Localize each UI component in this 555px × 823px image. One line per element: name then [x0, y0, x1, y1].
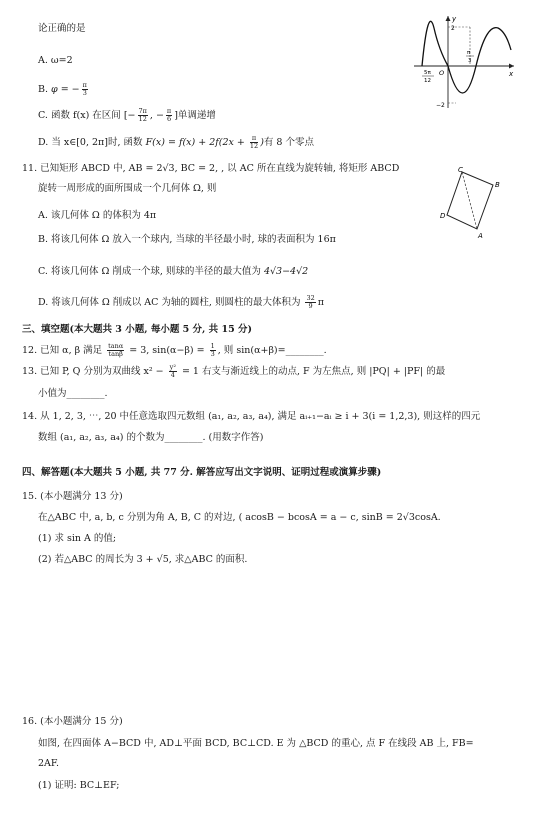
q12-line: 12. 已知 α, β 满足 $\frac{\tan\alpha}{\tan\beta}$ = 3, sin(α−β) = $\frac{1}{3}$ , 则 sin(α+β)=________. — [22, 342, 327, 358]
q16-stem-line1: 如图, 在四面体 A−BCD 中, AD⊥平面 BCD, BC⊥CD. E 为 △BCD 的重心, 点 F 在线段 AB 上, FB= — [38, 738, 474, 749]
q14-line2: 数组 (a₁, a₂, a₃, a₄) 的个数为________. (用数字作答) — [38, 432, 264, 443]
vertex-c-label: C — [458, 166, 463, 174]
rectangle-abcd — [447, 172, 493, 229]
vertex-a-label: A — [478, 232, 483, 240]
vertex-d-label: D — [440, 212, 446, 220]
section4-heading: 四、解答题(本大题共 5 小题, 共 77 分. 解答应写出文字说明、证明过程或演算步骤) — [22, 467, 382, 478]
q11-option-c-value: 4√3−4√2 — [263, 266, 309, 277]
right-tick-num: π — [467, 50, 471, 56]
q10-stem-tail: 论正确的是 — [38, 23, 86, 34]
q10-option-c-frac1: $\frac{7\pi}{12}$ — [138, 107, 147, 123]
q10-option-b-prefix: B. — [38, 84, 52, 95]
section3-heading: 三、填空题(本大题共 3 小题, 每小题 5 分, 共 15 分) — [22, 324, 253, 335]
q10-option-b-expr: φ = − — [51, 84, 80, 95]
q11-option-b: B. 将该几何体 Ω 放入一个球内, 当球的半径最小时, 球的表面积为 16π — [38, 234, 336, 245]
q15-title: 15. (本小题满分 13 分) — [22, 491, 123, 502]
q15-part2: (2) 若△ABC 的周长为 3 + √5, 求△ABC 的面积. — [38, 554, 248, 565]
q16-stem-line2: 2AF. — [38, 758, 60, 769]
diagonal-ac — [462, 172, 477, 229]
q12-frac2: $\frac{1}{3}$ — [210, 342, 215, 358]
q10-option-c-frac2: $\frac{\pi}{6}$ — [166, 107, 172, 123]
q15-part1: (1) 求 sin A 的值; — [38, 533, 117, 544]
q10-option-d-frac: $\frac{\pi}{12}$ — [249, 134, 259, 150]
q10-option-c: C. 函数 f(x) 在区间 [− $\frac{7\pi}{12}$ , − $\frac{\pi}{6}$ ]单调递增 — [38, 107, 216, 123]
q10-option-b — [38, 82, 90, 97]
q10-option-c-prefix: C. 函数 f(x) 在区间 — [38, 110, 124, 121]
right-tick-den: 3 — [468, 58, 472, 64]
left-tick-den: 12 — [424, 78, 431, 84]
top-value-label: 2 — [451, 25, 455, 32]
q10-option-d-prefix: D. 当 x∈[0, 2π]时, 函数 — [38, 137, 146, 148]
q11-option-d-frac: $\frac{32}{9}$ — [306, 294, 315, 310]
left-tick-num: 5π — [424, 70, 431, 76]
q12-frac: $\frac{\tan\alpha}{\tan\beta}$ — [108, 342, 124, 358]
q13-line1: 13. 已知 P, Q 分别为双曲线 x² − $\frac{\text{y²}}{4}$ = 1 右支与渐近线上的动点, F 为左焦点, 则 |PQ| + |PF| 的最 — [22, 363, 446, 379]
x-axis-label: x — [509, 70, 514, 78]
q13-frac: $\frac{\text{y²}}{4}$ — [169, 363, 176, 379]
q13-line2: 小值为________. — [38, 388, 108, 399]
origin-label: O — [439, 69, 445, 77]
y-axis-arrow-icon — [446, 16, 451, 21]
sine-curve — [422, 21, 511, 93]
q10-option-b-frac: $\frac{\pi}{3}$ — [82, 81, 87, 97]
q16-part1: (1) 证明: BC⊥EF; — [38, 780, 120, 791]
q11-option-d: D. 将该几何体 Ω 削成以 AC 为轴的圆柱, 则圆柱的最大体积为 $\frac{32}{9}$ π — [38, 294, 324, 310]
q11-stem-line1: 11. 已知矩形 ABCD 中, AB = 2√3, BC = 2, , 以 AC 所在直线为旋转轴, 将矩形 ABCD — [22, 163, 400, 174]
q10-sine-graph — [408, 10, 518, 110]
q11-option-c: C. 将该几何体 Ω 削成一个球, 则球的半径的最大值为 4√3−4√2 — [38, 266, 309, 277]
q11-option-a: A. 该几何体 Ω 的体积为 4π — [38, 210, 157, 221]
q14-line1: 14. 从 1, 2, 3, ⋯, 20 中任意选取四元数组 (a₁, a₂, a₃, a₄), 满足 aᵢ₊₁−aᵢ ≥ i + 3(i = 1,2,3), 则这样的四元 — [22, 411, 481, 422]
q10-option-c-suffix: 单调递增 — [177, 110, 216, 121]
q10-option-d: D. 当 x∈[0, 2π]时, 函数 F(x) = f(x) + 2f(2x + $\frac{\pi}{12}$ )有 8 个零点 — [38, 134, 314, 150]
x-axis-arrow-icon — [509, 64, 514, 69]
vertex-b-label: B — [495, 181, 500, 189]
q10-option-d-suffix: 有 8 个零点 — [263, 137, 314, 148]
q11-stem-line2: 旋转一周形成的面所围成一个几何体 Ω, 则 — [38, 183, 217, 194]
y-axis-label: y — [452, 15, 457, 23]
q10-option-a: A. ω=2 — [38, 55, 73, 66]
q15-stem: 在△ABC 中, a, b, c 分别为角 A, B, C 的对边, ( acosB − bcosA = a − c, sinB = 2√3cosA. — [38, 512, 441, 523]
q16-title: 16. (本小题满分 15 分) — [22, 716, 123, 727]
bottom-value-label: −2 — [436, 102, 445, 109]
q11-rectangle-figure — [440, 163, 510, 243]
